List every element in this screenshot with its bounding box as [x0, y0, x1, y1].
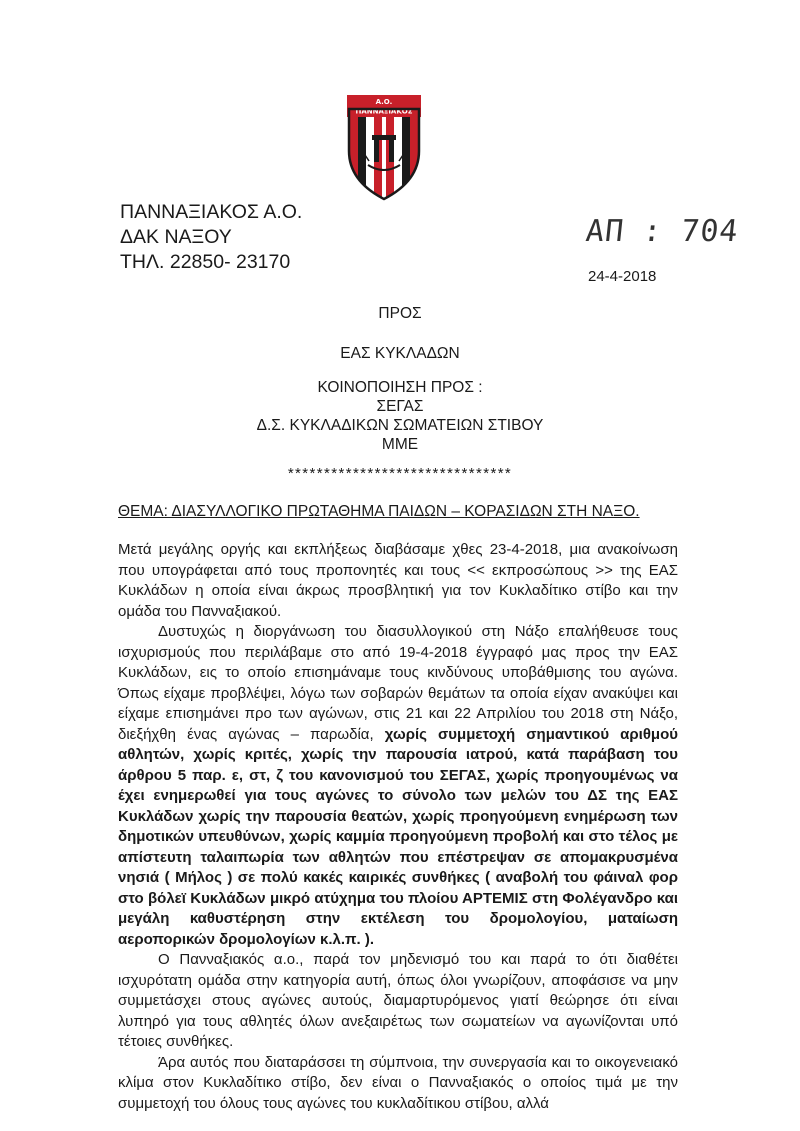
document-date: 24-4-2018 — [588, 268, 657, 285]
cc-recipient: ΜΜΕ — [381, 436, 419, 453]
cc-recipient: ΣΕΓΑΣ — [376, 398, 424, 415]
paragraph-bold-text: χωρίς συμμετοχή σημαντικού αριθμού αθλητών, χωρίς κριτές, χωρίς την παρουσία ιατρού, κατά παράβαση του άρθρου 5 παρ. ε, στ, ζ του κανονισμού του ΣΕΓΑΣ, χωρίς προηγουμένως να έχει ενημερωθεί για τους αγώνες το σύνολο των μελών του ΔΣ της ΕΑΣ Κυκλάδων χωρίς την παρουσία θεατών, χωρίς προηγούμενη ενημέρωση των δημοτικών υπευθύνων, χωρίς καμμία προηγούμενη προβολή και στο τέλος με απίστευτη ταλαιπωρία των αθλητών που επέστρεψαν σε απομακρυσμένα νησιά ( Μήλος ) σε πολύ κακές καιρικές συνθήκες ( αναβολή του φάιναλ φορ στο βόλεϊ Κυκλάδων μικρό ατύχημα του πλοίου ΑΡΤΕΜΙΣ στη Φολέγανδρο και μεγάλη καθυστέρηση στην εκτέλεση του δρομολογίου, ματαίωση αεροπορικών δρομολογίων κ.λ.π. ). — [118, 725, 678, 948]
crest-text-name: ΠΑΝΝΑΞΙΑΚΟΣ — [355, 107, 413, 116]
paragraph: Ο Πανναξιακός α.ο., παρά τον μηδενισμό του και παρά το ότι διαθέτει ισχυρότατη ομάδα στην κατηγορία αυτή, όπως όλοι γνωρίζουν, αποφάσισε να μην συμμετάσχει στους αγώνες αυτούς, διαμαρτυρόμενος γιατί θεώρησε ότι είναι λυπηρό για τους αθλητές όλων ανεξαιρέτως των σωματείων να αγωνίζονται υπό τέτοιες συνθήκες. — [118, 951, 678, 1050]
to-label: ΠΡΟΣ — [378, 305, 422, 322]
cc-recipient: Δ.Σ. ΚΥΚΛΑΔΙΚΩΝ ΣΩΜΑΤΕΙΩΝ ΣΤΙΒΟΥ — [256, 417, 544, 434]
paragraph: Άρα αυτός που διαταράσσει τη σύμπνοια, την συνεργασία και το οικογενειακό κλίμα στον Κυκλαδίτικο στίβο, δεν είναι ο Πανναξιακός ο οποίος τιμά με την συμμετοχή του όλους τους αγώνες του κυκλαδίτικου στίβου, αλλά — [118, 1053, 678, 1112]
cc-label: ΚΟΙΝΟΠΟΙΗΣΗ ΠΡΟΣ : — [317, 379, 483, 396]
paragraph-text: Δυστυχώς η διοργάνωση του διασυλλογικού στη Νάξο επαλήθευσε τους ισχυρισμούς που περιλάβαμε στο από 19-4-2018 έγγραφό μας προς την ΕΑΣ Κυκλάδων, εις το οποίο επισημάναμε τους κινδύνους υποβάθμισης του αγώνα. Όπως είχαμε προβλέψει, λόγω των σοβαρών θεμάτων τα οποία είχαν ανακύψει και είχαμε επισημάνει προ των αγώνων, στις 21 και 22 Απριλίου του 2018 στη Νάξο, διεξήχθη ένας αγώνας – παρωδία, — [118, 623, 678, 743]
club-crest — [343, 93, 425, 203]
letter-body — [118, 540, 678, 1114]
crest-shield-icon — [343, 93, 425, 203]
subject-line: ΘΕΜΑ: ΔΙΑΣΥΛΛΟΓΙΚΟ ΠΡΩΤΑΘΗΜΑ ΠΑΙΔΩΝ – ΚΟΡΑΣΙΔΩΝ ΣΤΗ ΝΑΞΟ. — [118, 503, 640, 520]
paragraph — [118, 622, 678, 950]
cc-block — [0, 378, 800, 454]
separator: ******************************* — [287, 465, 513, 482]
sender-location: ΔΑΚ ΝΑΞΟΥ — [120, 226, 232, 248]
sender-phone: ΤΗΛ. 22850- 23170 — [120, 251, 291, 273]
recipient: ΕΑΣ ΚΥΚΛΑΔΩΝ — [340, 345, 460, 362]
sender-block — [120, 200, 302, 275]
paragraph: Μετά μεγάλης οργής και εκπλήξεως διαβάσαμε χθες 23-4-2018, μια ανακοίνωση που υπογράφεται από τους προπονητές και τους << εκπροσώπους >> της ΕΑΣ Κυκλάδων η οποία είναι άκρως προσβλητική για τον Κυκλαδίτικο στίβο και την ομάδα του Πανναξιακού. — [118, 541, 678, 620]
protocol-number: ΑΠ : 704 — [584, 214, 741, 249]
crest-text-top: Α.Ο. — [375, 98, 393, 106]
sender-name: ΠΑΝΝΑΞΙΑΚΟΣ Α.Ο. — [120, 201, 303, 223]
